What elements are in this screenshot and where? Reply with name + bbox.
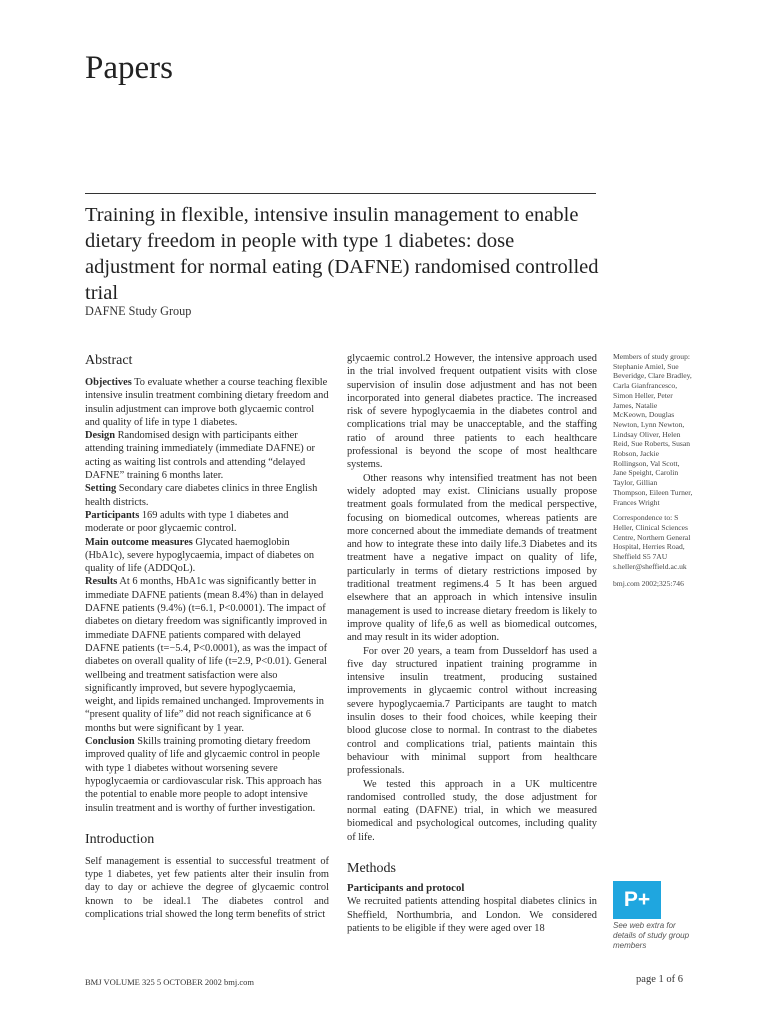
abstract-setting: Setting Secondary care diabetes clinics in three English health districts. — [85, 483, 318, 508]
abstract-outcomes: Main outcome measures Glycated haemoglobin (HbA1c), severe hypoglycaemia, impact of diabetes on quality of life (ADDQoL). — [85, 536, 315, 575]
conclusion-label: Conclusion — [85, 736, 135, 748]
body-paragraph-2: Other reasons why intensified treatment has not been widely adopted may exist. Clinicians usually propose treatment goals formulated from the medical perspective, focusing on biomedical outcomes, whereas patients are more concerned about the immediate demands of treatment and how to integrate these into daily life.3 Diabetes and its treatment have a negative impact on quality of life, particularly in terms of dietary restrictions imposed by traditional treatment regimens.4 5 It has been argued elsewhere that an approach in which intensive insulin management is used to increase dietary freedom is likely to improve quality of life,6 as well as biomedical outcomes, and may result in its wider adoption. — [347, 472, 597, 644]
abstract-heading: Abstract — [85, 353, 133, 368]
footer-page-number: page 1 of 6 — [636, 974, 683, 985]
setting-label: Setting — [85, 483, 117, 495]
body-paragraph-1: glycaemic control.2 However, the intensive approach used in the trial involved frequent outpatient visits with close supervision of insulin dose adjustment and has not been incorporated into general diabetes practice. The increased risk of severe hypoglycaemia in the diabetes control and complications trial may be unacceptable, and the staffing ratio of around three patients to each healthcare professional is beyond the scope of most healthcare systems. — [347, 353, 597, 471]
footer-journal-info: BMJ VOLUME 325 5 OCTOBER 2002 bmj.com — [85, 977, 254, 987]
objectives-label: Objectives — [85, 377, 132, 388]
participants-label: Participants — [85, 509, 140, 521]
introduction-heading: Introduction — [85, 831, 155, 847]
web-extra-note: See web extra for details of study group members — [613, 921, 690, 950]
body-paragraph-3: For over 20 years, a team from Dusseldorf has used a five day structured inpatient training programme in intensive insulin treatment, producing sustained improvements in glycaemic control without increasing severe hypoglycaemia.7 Participants are taught to match insulin doses to their food choices, while keeping their blood glucose close to normal. In contrast to the diabetes control and complications trial, patients maintain this behaviour with minimal support from healthcare professionals. — [347, 645, 597, 777]
citation: bmj.com 2002;325:746 — [613, 579, 684, 589]
article-title: Training in flexible, intensive insulin management to enable dietary freedom in people with type 1 diabetes: dose adjustment for normal eating (DAFNE) randomised controlled trial — [85, 204, 599, 304]
abstract-design: Design Randomised design with participants either attending training immediately (immediate DAFNE) or acting as waiting list controls and attending “delayed DAFNE” training 6 months later. — [85, 430, 315, 482]
abstract-results: Results At 6 months, HbA1c was significantly better in immediate DAFNE patients (mean 8.4%) than in delayed DAFNE patients (9.4%) (t=6.1, P<0.0001). The impact of diabetes on dietary freedom was significantly improved in immediate DAFNE patients compared with delayed DAFNE patients (t=−5.4, P<0.0001), as was the impact of diabetes on overall quality of life (t=2.9, P<0.01). General wellbeing and treatment satisfaction were also significantly improved, but severe hypoglycaemia, weight, and lipids remained unchanged. Improvements in “present quality of life” did not reach significance at 6 months but were significant by 1 year. — [85, 576, 328, 734]
abstract-conclusion: Conclusion Skills training promoting dietary freedom improved quality of life and glycaemic control in people with type 1 diabetes without worsening severe hypoglycaemia or cardiovascular risk. This approach has the potential to enable more people to adopt intensive insulin treatment and is worthy of further investigation. — [85, 736, 322, 814]
section-heading: Papers — [85, 50, 173, 86]
article-authors: DAFNE Study Group — [85, 304, 192, 318]
methods-subheading: Participants and protocol — [347, 881, 465, 894]
web-extra-badge[interactable]: P+ — [613, 881, 661, 919]
title-rule — [85, 193, 596, 194]
outcome-label: Main outcome measures — [85, 536, 193, 548]
abstract-participants: Participants 169 adults with type 1 diabetes and moderate or poor glycaemic control. — [85, 509, 289, 535]
correspondence: Correspondence to: S Heller, Clinical Sciences Centre, Northern General Hospital, Herries Road, Sheffield S5 7AU s.heller@sheffield.ac.uk — [613, 513, 691, 571]
methods-paragraph: We recruited patients attending hospital diabetes clinics in Sheffield, Northumbria, and London. We considered patients to be eligible if they were aged over 18 — [347, 896, 597, 934]
results-label: Results — [85, 576, 118, 588]
design-label: Design — [85, 430, 116, 442]
abstract-objectives: Objectives To evaluate whether a course teaching flexible intensive insulin treatment combining dietary freedom and insulin adjustment can improve both glycaemic control and quality of life in type 1 diabetes. — [85, 377, 329, 428]
study-group-members: Members of study group: Stephanie Amiel, Sue Beveridge, Clare Bradley, Carla Gianfrancesco, Simon Heller, Peter James, Natalie McKeown, Douglas Newton, Lynn Newton, Lindsay Oliver, Helen Reid, Sue Roberts, Susan Robson, Jackie Rollingson, Val Scott, Jane Speight, Carolin Taylor, Gillian Thompson, Eileen Turner, Frances Wright — [613, 352, 693, 507]
body-paragraph-4: We tested this approach in a UK multicentre randomised controlled study, the dose adjustment for normal eating (DAFNE) trial, in which we measured biomedical and psychological outcomes, including quality of life. — [347, 778, 597, 843]
column-body — [347, 352, 597, 935]
introduction-paragraph: Self management is essential to successful treatment of type 1 diabetes, yet few patients alter their insulin from day to day or achieve the degree of glycaemic control known to be ideal.1 The diabetes control and complications trial showed the long term benefits of strict — [85, 855, 329, 920]
sidebar-notes — [613, 352, 693, 589]
column-abstract — [85, 352, 329, 921]
methods-heading: Methods — [347, 860, 396, 876]
